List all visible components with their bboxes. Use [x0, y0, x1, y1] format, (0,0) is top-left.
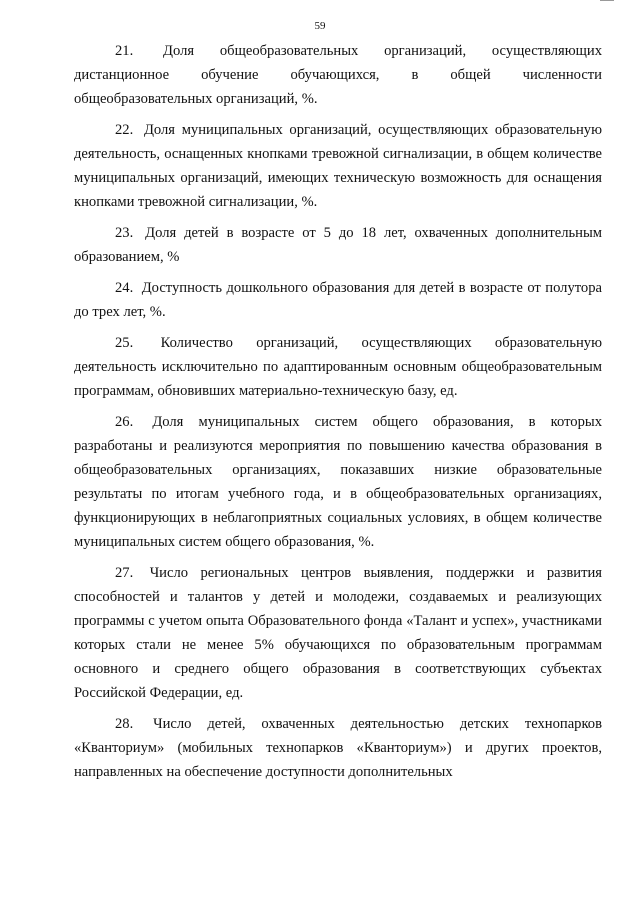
paragraph-25 [74, 331, 602, 403]
paragraph-text: Доступность дошкольного образования для детей в возрасте от полутора до трех лет, %. [74, 280, 603, 320]
paragraph-number: 26. [115, 414, 134, 430]
paragraph-text: Число детей, охваченных деятельностью детских технопарков «Кванториум» (мобильных технопарков «Кванториум») и других проектов, направленных на обеспечение доступности дополнительных [74, 716, 602, 780]
paragraph-text: Количество организаций, осуществляющих образовательную деятельность исключительно по адаптированным основным общеобразовательным программам, обновивших материально-техническую базу, ед. [74, 335, 602, 399]
paragraph-28 [74, 712, 602, 784]
paragraph-number: 22. [115, 122, 134, 138]
paragraph-26 [74, 410, 602, 554]
paragraph-number: 21. [115, 43, 134, 59]
page-number: 59 [314, 20, 326, 32]
scan-corner-mark [600, 0, 614, 3]
paragraph-21 [74, 39, 602, 111]
paragraph-number: 28. [115, 716, 134, 732]
paragraph-number: 23. [115, 225, 134, 241]
paragraph-number: 25. [115, 335, 134, 351]
paragraph-24 [74, 276, 602, 324]
paragraph-text: Доля общеобразовательных организаций, осуществляющих дистанционное обучение обучающихся, в общей численности общеобразовательных организаций, %. [74, 43, 602, 107]
paragraph-number: 27. [115, 565, 134, 581]
paragraph-23 [74, 221, 602, 269]
document-body [74, 39, 602, 791]
paragraph-22 [74, 118, 602, 214]
paragraph-text: Доля муниципальных систем общего образования, в которых разработаны и реализуются мероприятия по повышению качества образования в общеобразовательных организациях, показавших низкие образовательные результаты по итогам учебного года, и в общеобразовательных организациях, функционирующих в неблагоприятных социальных условиях, в общем количестве муниципальных систем общего образования, %. [74, 414, 602, 550]
paragraph-text: Число региональных центров выявления, поддержки и развития способностей и талантов у детей и молодежи, создаваемых и реализующих программы с учетом опыта Образовательного фонда «Талант и успех», участниками которых стали не менее 5% обучающихся по образовательным программам основного и среднего общего образования в соответствующих субъектах Российской Федерации, ед. [74, 565, 602, 701]
paragraph-text: Доля детей в возрасте от 5 до 18 лет, охваченных дополнительным образованием, % [74, 225, 602, 265]
paragraph-27 [74, 561, 602, 705]
paragraph-number: 24. [115, 280, 134, 296]
paragraph-text: Доля муниципальных организаций, осуществляющих образовательную деятельность, оснащенных кнопками тревожной сигнализации, в общем количестве муниципальных организаций, имеющих техническую возможность для оснащения кнопками тревожной сигнализации, %. [74, 122, 602, 210]
